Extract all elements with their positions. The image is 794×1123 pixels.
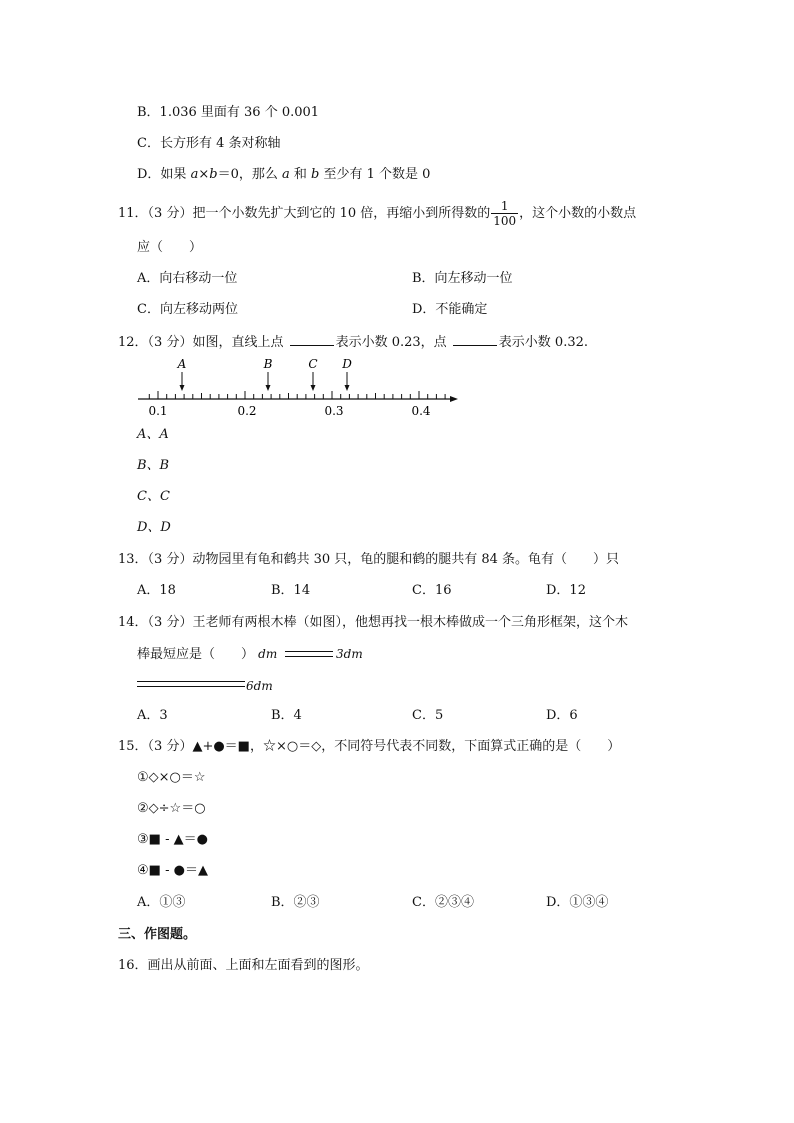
text: × xyxy=(198,167,210,182)
q15-item-4: ④■ - ●＝▲ xyxy=(137,863,208,878)
q10-option-b: B．1.036 里面有 36 个 0.001 xyxy=(137,105,320,120)
text: ＝0，那么 xyxy=(217,167,282,182)
var-b: b xyxy=(209,167,218,182)
q13-option-a: A．18 xyxy=(137,583,176,598)
q11-option-d: D．不能确定 xyxy=(412,302,488,317)
stick-3dm xyxy=(285,651,333,657)
text: 至少有 1 个数是 0 xyxy=(319,167,431,182)
fraction-denominator: 100 xyxy=(493,214,517,228)
fraction xyxy=(491,199,518,228)
q11-option-b: B．向左移动一位 xyxy=(412,271,513,286)
marker-label: B xyxy=(263,357,273,371)
arrow-down-icon xyxy=(266,385,271,391)
q11-stem xyxy=(118,198,636,230)
text: D．如果 xyxy=(137,167,191,182)
q14-option-c: C．5 xyxy=(412,708,444,723)
q15-option-b: B．②③ xyxy=(271,895,320,910)
marker-b xyxy=(263,357,273,391)
number-line-figure xyxy=(130,354,470,420)
marker-label: A xyxy=(177,357,187,371)
marker-label: D xyxy=(342,357,352,371)
text: 表示小数 0.23，点 xyxy=(335,335,451,350)
tick-label: 0.3 xyxy=(324,404,344,418)
q15-item-2: ②◇÷☆＝○ xyxy=(137,801,206,816)
q15-stem: 15．（3 分）▲+●＝■，☆×○＝◇，不同符号代表不同数，下面算式正确的是（ ） xyxy=(118,739,621,754)
marker-c xyxy=(308,357,317,391)
q12-option-b: B、B xyxy=(137,458,170,473)
q16-stem: 16．画出从前面、上面和左面看到的图形。 xyxy=(118,958,369,973)
text: ，这个小数的小数点 xyxy=(519,206,637,221)
text: 12．（3 分）如图，直线上点 xyxy=(118,335,288,350)
answer-blank xyxy=(290,333,334,346)
section-title: 三、作图题。 xyxy=(118,927,197,942)
answer-blank xyxy=(453,333,497,346)
q10-option-d xyxy=(137,166,430,184)
stick-6dm-label: 6dm xyxy=(246,679,273,693)
q11-option-a: A．向右移动一位 xyxy=(137,271,238,286)
q13-option-c: C．16 xyxy=(412,583,452,598)
text: 棒最短应是（ ） xyxy=(137,647,255,662)
q14-option-b: B．4 xyxy=(271,708,302,723)
fraction-numerator: 1 xyxy=(491,199,518,214)
q10-option-c: C．长方形有 4 条对称轴 xyxy=(137,136,281,151)
var-a: a xyxy=(190,167,199,182)
axis-arrow-icon xyxy=(450,396,458,402)
arrow-down-icon xyxy=(345,385,350,391)
var-b: b xyxy=(311,167,320,182)
q15-item-1: ①◇×○＝☆ xyxy=(137,770,206,785)
arrow-down-icon xyxy=(311,385,316,391)
q13-option-d: D．12 xyxy=(546,583,586,598)
var-a: a xyxy=(281,167,290,182)
q14-stem-line2 xyxy=(137,645,277,664)
q12-option-c: C、C xyxy=(137,489,170,504)
q11-option-c: C．向左移动两位 xyxy=(137,302,238,317)
q15-item-3: ③■ - ▲＝● xyxy=(137,832,208,847)
tick-label: 0.2 xyxy=(237,404,257,418)
q13-option-b: B．14 xyxy=(271,583,311,598)
text: 11．（3 分）把一个小数先扩大到它的 10 倍，再缩小到所得数的 xyxy=(118,206,491,221)
tick-label: 0.1 xyxy=(148,404,168,418)
q15-option-c: C．②③④ xyxy=(412,895,474,910)
marker-label: C xyxy=(308,357,318,371)
q13-stem: 13．（3 分）动物园里有龟和鹤共 30 只，龟的腿和鹤的腿共有 84 条。龟有（ ）只 xyxy=(118,552,620,567)
text: 表示小数 0.32. xyxy=(498,335,589,350)
q12-stem xyxy=(118,333,588,352)
q15-option-a: A．①③ xyxy=(137,895,186,910)
q14-stem-line1: 14．（3 分）王老师有两根木棒（如图），他想再找一根木棒做成一个三角形框架，这个木 xyxy=(118,615,628,630)
arrow-down-icon xyxy=(180,385,185,391)
text: 和 xyxy=(289,167,311,182)
stick-6dm xyxy=(137,681,245,687)
number-line-ticks xyxy=(149,391,445,399)
q12-option-a: A、A xyxy=(137,427,169,442)
q11-stem-line2: 应（ ） xyxy=(137,240,203,255)
tick-label: 0.4 xyxy=(411,404,431,418)
q12-option-d: D、D xyxy=(137,520,171,535)
q14-option-a: A．3 xyxy=(137,708,168,723)
q14-option-d: D．6 xyxy=(546,708,578,723)
marker-a xyxy=(177,357,187,391)
stick-3dm-label: 3dm xyxy=(336,647,363,661)
q15-option-d: D．①③④ xyxy=(546,895,609,910)
unit-label: dm xyxy=(258,647,278,661)
marker-d xyxy=(341,357,352,391)
